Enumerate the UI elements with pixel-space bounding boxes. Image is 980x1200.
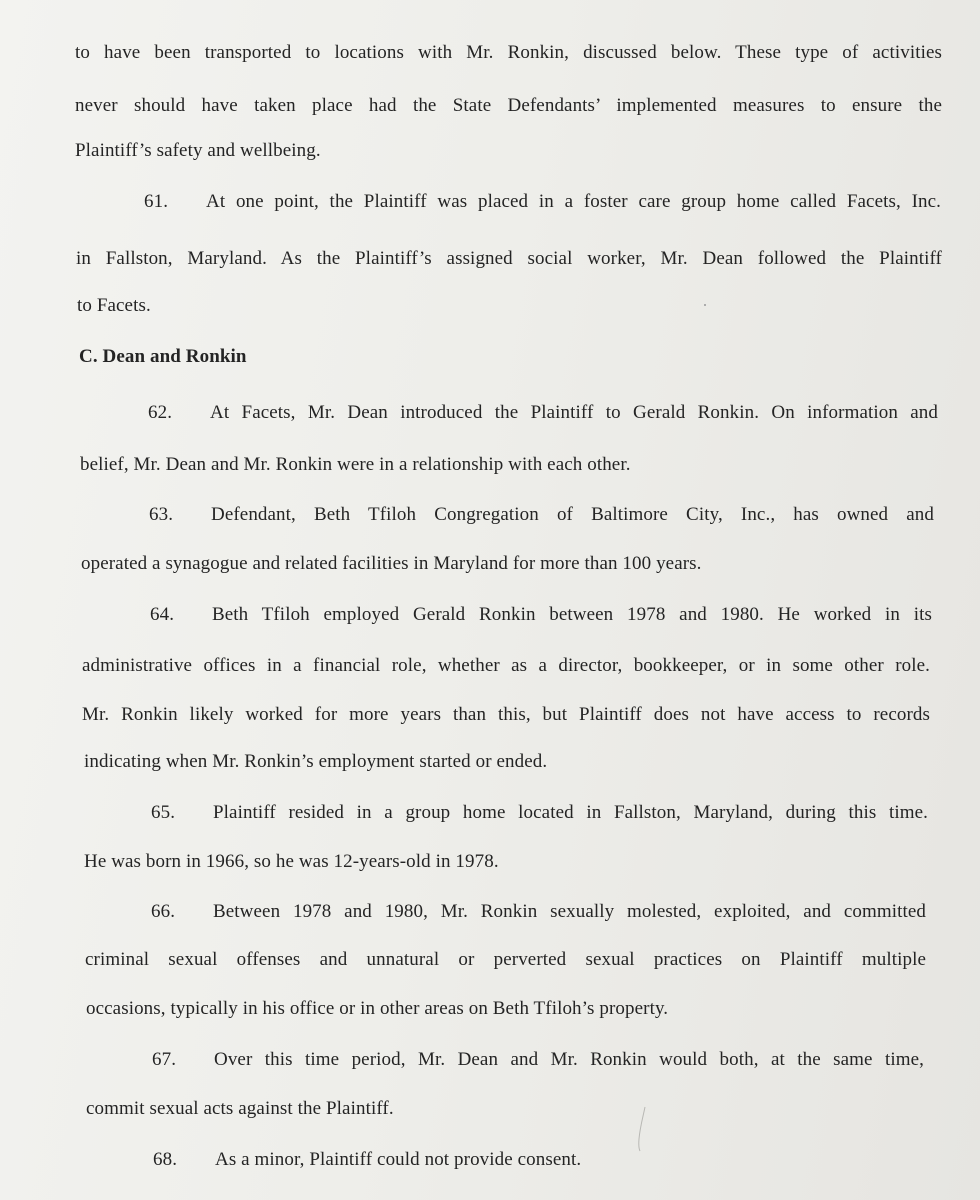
paragraph-65-line-2: He was born in 1966, so he was 12-years-old in 1978. bbox=[84, 851, 499, 872]
paragraph-63-number: 63. bbox=[149, 504, 174, 525]
paragraph-66-line-1 bbox=[151, 900, 926, 924]
paragraph-66-text: Between 1978 and 1980, Mr. Ronkin sexually molested, exploited, and committed bbox=[213, 901, 926, 922]
paragraph-64-line-3: Mr. Ronkin likely worked for more years than this, but Plaintiff does not have access to records bbox=[82, 704, 930, 725]
paragraph-61-text: At one point, the Plaintiff was placed in a foster care group home called Facets, Inc. bbox=[206, 191, 941, 212]
paragraph-64-text: Beth Tfiloh employed Gerald Ronkin between 1978 and 1980. He worked in its bbox=[212, 604, 932, 625]
paragraph-66-line-3: occasions, typically in his office or in other areas on Beth Tfiloh’s property. bbox=[86, 998, 669, 1019]
paragraph-68-number: 68. bbox=[153, 1149, 178, 1170]
paragraph-61-line-2: in Fallston, Maryland. As the Plaintiff’s assigned social worker, Mr. Dean followed the Plaintiff bbox=[76, 248, 942, 269]
paragraph-67-number: 67. bbox=[152, 1049, 177, 1070]
paragraph-64-line-1 bbox=[150, 603, 932, 627]
paragraph-63-line-1 bbox=[149, 503, 934, 527]
paragraph-68-line-1 bbox=[153, 1148, 581, 1172]
paragraph-66-number: 66. bbox=[151, 901, 176, 922]
paragraph-65-line-1 bbox=[151, 801, 928, 825]
paragraph-68-text: As a minor, Plaintiff could not provide consent. bbox=[215, 1149, 582, 1170]
section-heading: C. Dean and Ronkin bbox=[79, 346, 247, 367]
scan-speck bbox=[704, 304, 706, 306]
paragraph-65-text: Plaintiff resided in a group home located in Fallston, Maryland, during this time. bbox=[213, 802, 928, 823]
paragraph-63-text: Defendant, Beth Tfiloh Congregation of Baltimore City, Inc., has owned and bbox=[211, 504, 934, 525]
paragraph-67-line-2: commit sexual acts against the Plaintiff. bbox=[86, 1098, 394, 1119]
intro-line-3: Plaintiff’s safety and wellbeing. bbox=[75, 140, 321, 161]
paragraph-65-number: 65. bbox=[151, 802, 176, 823]
paragraph-61-line-1 bbox=[144, 190, 941, 214]
paragraph-67-line-1 bbox=[152, 1048, 924, 1072]
paragraph-63-line-2: operated a synagogue and related facilities in Maryland for more than 100 years. bbox=[81, 553, 702, 574]
paragraph-61-number: 61. bbox=[144, 191, 169, 212]
paragraph-62-line-1 bbox=[148, 401, 938, 425]
paragraph-64-line-4: indicating when Mr. Ronkin’s employment started or ended. bbox=[84, 751, 548, 772]
paragraph-67-text: Over this time period, Mr. Dean and Mr. Ronkin would both, at the same time, bbox=[214, 1049, 924, 1070]
paragraph-66-line-2: criminal sexual offenses and unnatural or perverted sexual practices on Plaintiff multiple bbox=[85, 949, 926, 970]
pen-mark bbox=[637, 1105, 647, 1153]
paragraph-64-number: 64. bbox=[150, 604, 175, 625]
paragraph-62-line-2: belief, Mr. Dean and Mr. Ronkin were in a relationship with each other. bbox=[80, 454, 631, 475]
intro-line-1: to have been transported to locations with Mr. Ronkin, discussed below. These type of activities bbox=[75, 42, 942, 63]
paragraph-62-text: At Facets, Mr. Dean introduced the Plaintiff to Gerald Ronkin. On information and bbox=[210, 402, 938, 423]
intro-line-2: never should have taken place had the State Defendants’ implemented measures to ensure the bbox=[75, 95, 942, 116]
paragraph-62-number: 62. bbox=[148, 402, 173, 423]
paragraph-64-line-2: administrative offices in a financial role, whether as a director, bookkeeper, or in some other role. bbox=[82, 655, 930, 676]
paragraph-61-line-3: to Facets. bbox=[77, 295, 151, 316]
